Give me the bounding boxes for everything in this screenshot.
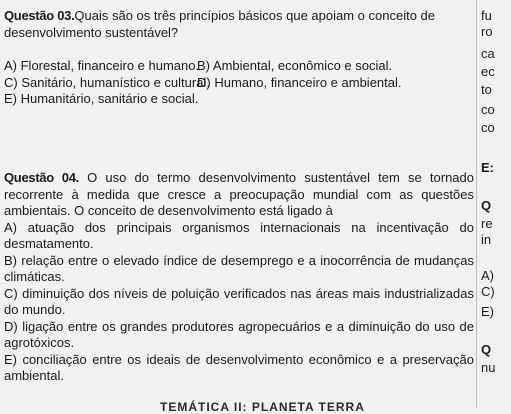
option-e: E) Humanitário, sanitário e social. (4, 91, 199, 106)
question-4-prompt (4, 170, 474, 220)
right-fragment: nu (481, 360, 496, 375)
right-fragment: to (481, 82, 492, 97)
option-b: B) relação entre o elevado índice de desemprego e a inocorrência de mudanças climáticas. (4, 252, 474, 284)
column-divider (476, 0, 477, 408)
right-fragment: Q (481, 342, 492, 357)
right-fragment: ro (481, 24, 493, 39)
option-e: E) conciliação entre os ideais de desenvolvimento econômico e a preservação ambiental. (4, 351, 474, 383)
option-a: A) atuação dos principais organismos internacionais na incentivação do desmatamento. (4, 219, 474, 251)
question-3-prompt (4, 8, 474, 41)
question-3 (4, 8, 474, 108)
right-fragment: fu (481, 8, 492, 23)
question-4 (4, 170, 474, 385)
option-a: A) Florestal, financeiro e humano. (4, 58, 200, 73)
options-row (4, 75, 474, 92)
question-4-number: Questão 04. (4, 170, 79, 185)
question-3-number: Questão 03. (4, 8, 75, 23)
options-row (4, 91, 474, 108)
right-fragment: ca (481, 46, 495, 61)
right-fragment: E: (481, 160, 494, 175)
right-fragment: E) (481, 304, 494, 319)
section-title: TEMÁTICA II: PLANETA TERRA (160, 400, 365, 414)
right-fragment: re (481, 216, 493, 231)
right-fragment: in (481, 232, 492, 247)
question-4-text: O uso do termo desenvolvimento sustentável tem se tornado recorrente à medida que cresce a preocupação mundial com as questões ambientais. O conceito de desenvolvimento está ligado à (4, 170, 474, 218)
option-c: C) Sanitário, humanístico e cultural. (4, 74, 210, 90)
options-row (4, 58, 474, 75)
option-d: D) ligação entre os grandes produtores agropecuários e a diminuição do uso de agrotóxicos. (4, 318, 474, 350)
option-d: D) Humano, financeiro e ambiental. (197, 74, 402, 90)
option-b: B) Ambiental, econômico e social. (197, 58, 393, 73)
question-3-options (4, 58, 474, 108)
option-c: C) diminuição dos níveis de poluição verificados nas áreas mais industrializadas do mundo. (4, 285, 474, 317)
right-fragment: A) (481, 268, 494, 283)
right-fragment: C) (481, 284, 495, 299)
right-fragment: ec (481, 64, 495, 79)
question-3-text: Quais são os três princípios básicos que apoiam o conceito de desenvolvimento sustentável? (4, 8, 435, 40)
right-fragment: Q (481, 198, 492, 213)
right-fragment: co (481, 102, 495, 117)
right-fragment: co (481, 120, 495, 135)
